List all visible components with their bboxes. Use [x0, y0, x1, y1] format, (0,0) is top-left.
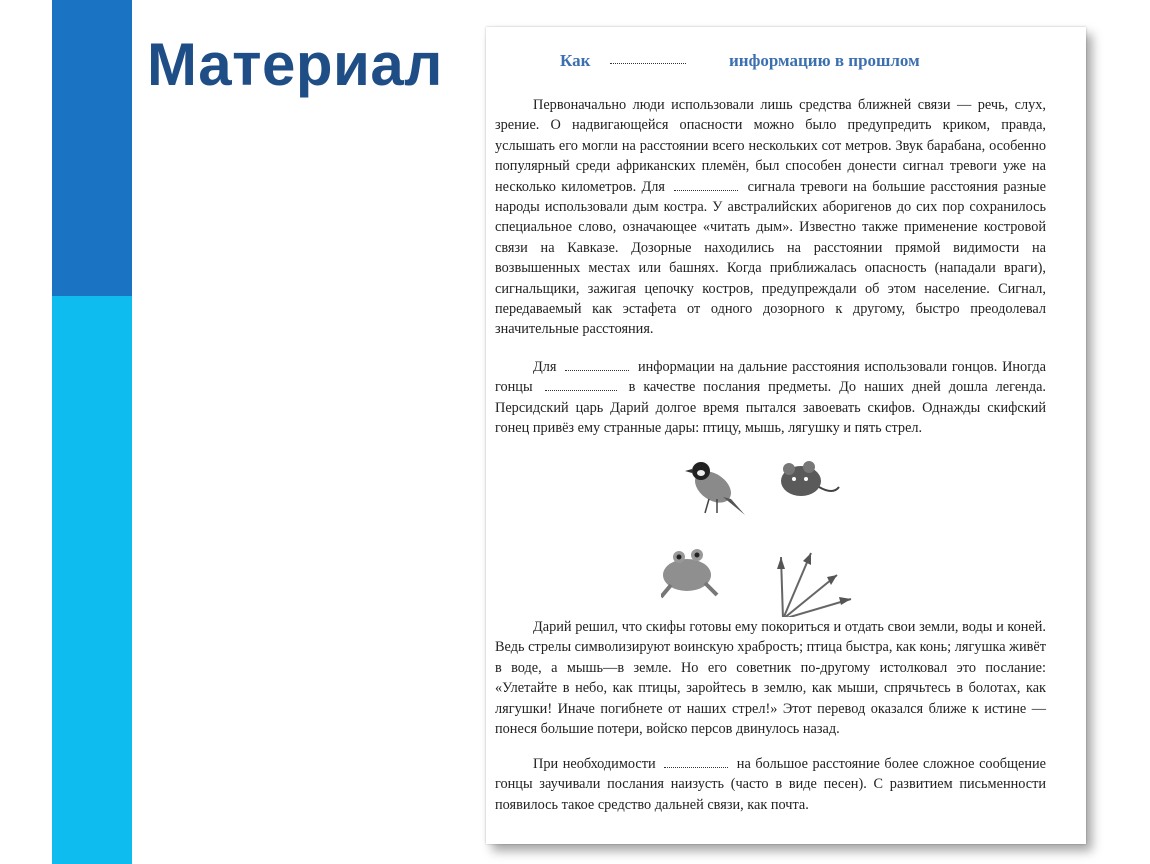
paragraph-2-blank-2: [545, 382, 617, 391]
paragraph-4-text-a: При необходимости: [533, 756, 656, 772]
heading-blank: [610, 63, 686, 64]
frog-icon: [661, 549, 717, 597]
paragraph-4-blank: [664, 759, 728, 768]
accent-bar-light: [52, 296, 132, 864]
paragraph-1-blank: [674, 182, 738, 191]
paragraph-1-continuation: сигнала тревоги на большие расстояния разные народы использовали дым костра. У австралийских аборигенов до сих пор сохранилось специальное слово, означающее «читать дым». Известно также применение костровой связи на Кавказе. Дозорные находились на расстоянии прямой видимости на возвышенных местах или башнях. Когда приближалась опасность (нападали враги), сигнальщики, зажигая цепочку костров, предупреждали об этом население. Сигнал, передаваемый как эстафета от одного дозорного к другому, быстро преодолевал значительные расстояния.: [495, 178, 1046, 338]
paragraph-2: [495, 357, 1046, 439]
paragraph-2-text-a: Для: [533, 359, 557, 375]
slide-title: Материал: [147, 31, 443, 98]
paragraph-3: [495, 617, 1046, 739]
paragraph-2-blank-1: [565, 362, 629, 371]
paragraph-2-text-b: информации на дальние расстояния использовали гонцов. Иногда гонцы: [495, 359, 1046, 396]
paragraph-2-text-c: в качестве послания предметы. До наших дней дошла легенда. Персидский царь Дарий долгое время пытался завоевать скифов. Однажды скифский гонец привёз ему странные дары: птицу, мышь, лягушку и пять стрел.: [495, 379, 1047, 437]
paragraph-3-text: Дарий решил, что скифы готовы ему покориться и отдать свои земли, воды и коней. Ведь стрелы символизируют воинскую храбрость; птица быстра, как конь; лягушка живёт в воде, а мышь—в земле. Но его советник по-другому истолковал это послание: «Улетайте в небо, как птицы, заройтесь в землю, как мыши, спрячьтесь в болотах, как лягушки! Иначе погибнете от наших стрел!» Этот перевод оказался ближе к истине — понеся большие потери, войско персов двинулось назад.: [495, 619, 1046, 738]
paragraph-4-text-b: на большое расстояние более сложное сообщение гонцы заучивали послания наизусть (часто в виде песен). С развитием письменности появилось такое средство дальней связи, как почта.: [495, 756, 1047, 813]
document-page: [486, 27, 1086, 844]
accent-bar-dark: [52, 0, 132, 296]
heading-part-2: информацию в прошлом: [729, 51, 920, 70]
paragraph-1: [495, 95, 1046, 340]
paragraph-1-text: Первоначально люди использовали лишь средства ближней связи — речь, слух, зрение. О надвигающейся опасности можно было предупредить криком, правда, услышать его могли на расстоянии всего нескольких сот метров. Звук барабана, особенно популярный среди африканских племён, был способен донести сигнал тревоги уже на несколько километров. Для: [495, 97, 1046, 195]
mouse-icon: [781, 461, 839, 496]
arrows-icon: [777, 553, 851, 617]
paragraph-4: [495, 754, 1046, 815]
bird-icon: [685, 462, 745, 515]
heading-part-1: Как: [560, 51, 591, 70]
scythian-gifts-illustration: [661, 457, 891, 617]
